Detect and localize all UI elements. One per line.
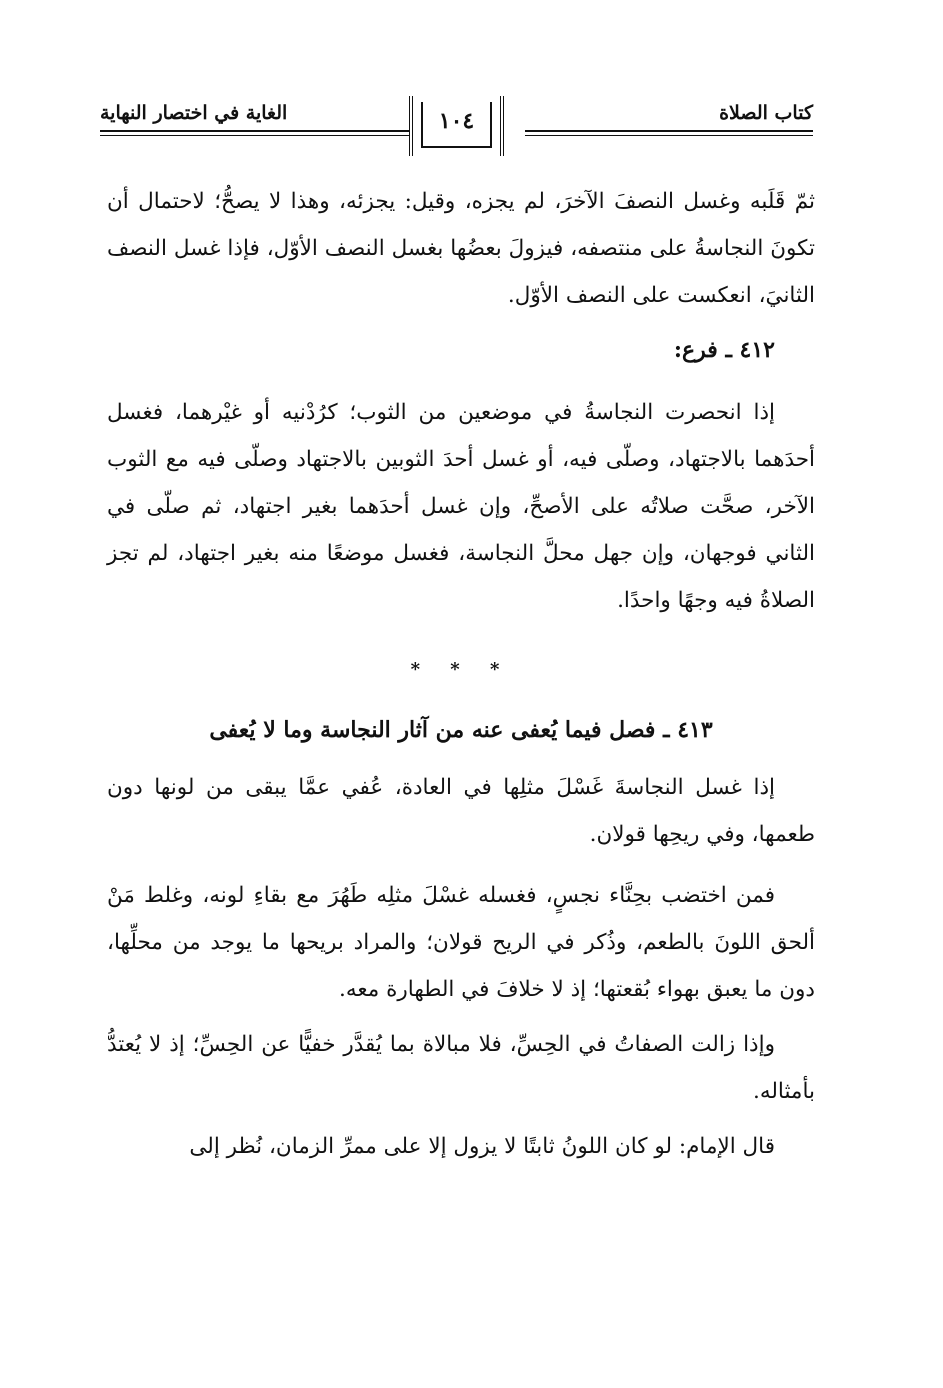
header-rule-right [525,130,813,132]
paragraph-413-4: قال الإمام: لو كان اللونُ ثابتًا لا يزول إلا على ممرِّ الزمان، نُظر إلى [189,1134,775,1159]
page-number-frame [409,96,504,156]
header-rule-right-thin [525,135,813,136]
header-rule-left [100,130,409,132]
paragraph-413-3: وإذا زالت الصفاتُ في الحِسِّ، فلا مبالاة بما يُقدَّر خفيًّا عن الحِسِّ؛ إذ لا يُعتدُّ بأمثاله. [107,1032,815,1104]
running-header [100,100,813,160]
paragraph-413-1: إذا غسل النجاسةَ غَسْلَ مثلِها في العادة، عُفي عمَّا يبقى من لونها دون طعمها، وفي ريحِها قولان. [107,775,815,847]
paragraph-412: إذا انحصرت النجاسةُ في موضعين من الثوب؛ كرُدْنيه أو غيْرهما، فغسل أحدَهما بالاجتهاد، وصلّى فيه، أو غسل أحدَ الثوبين بالاجتهاد وصلّى فيه مع الثوب الآخر، صحَّت صلاتُه على الأصحِّ، وإن غسل أحدَهما بغير اجتهاد، ثم صلّى في الثاني فوجهان، وإن جهل محلَّ النجاسة، فغسل موضعًا منه بغير اجتهاد، لم تجز الصلاةُ فيه وجهًا واحدًا. [107,400,815,613]
paragraph-413-2: فمن اختضب بحِنَّاء نجسٍ، فغسله غسْلَ مثلِه طَهُرَ مع بقاءِ لونه، وغلط مَنْ ألحق اللونَ بالطعم، وذُكر في الريح قولان؛ والمراد بريحها ما يوجد من محلِّها، دون ما يعبق بهواء بُقعتها؛ إذ لا خلافَ في الطهارة معه. [107,883,815,1002]
page-body [107,178,815,1170]
section-title-413: ٤١٣ ـ فصل فيما يُعفى عنه من آثار النجاسة وما لا يُعفى [209,717,713,743]
chapter-title: كتاب الصلاة [719,102,813,124]
paragraph-continuation: ثمّ قَلَبه وغسل النصفَ الآخرَ، لم يجزه، وقيل: يجزئه، وهذا لا يصحُّ؛ لاحتمال أن تكونَ النجاسةُ على منتصفه، فيزولَ بعضُها بغسل النصف الأوّل، فإذا غسل النصف الثانيَ، انعكست على النصف الأوّل. [107,189,815,308]
heading-412: ٤١٢ ـ فرع: [673,337,775,363]
book-title: الغاية في اختصار النهاية [100,102,288,124]
section-separator: * * * [410,659,512,680]
page-number: ١٠٤ [438,108,475,134]
header-rule-left-thin [100,135,409,136]
